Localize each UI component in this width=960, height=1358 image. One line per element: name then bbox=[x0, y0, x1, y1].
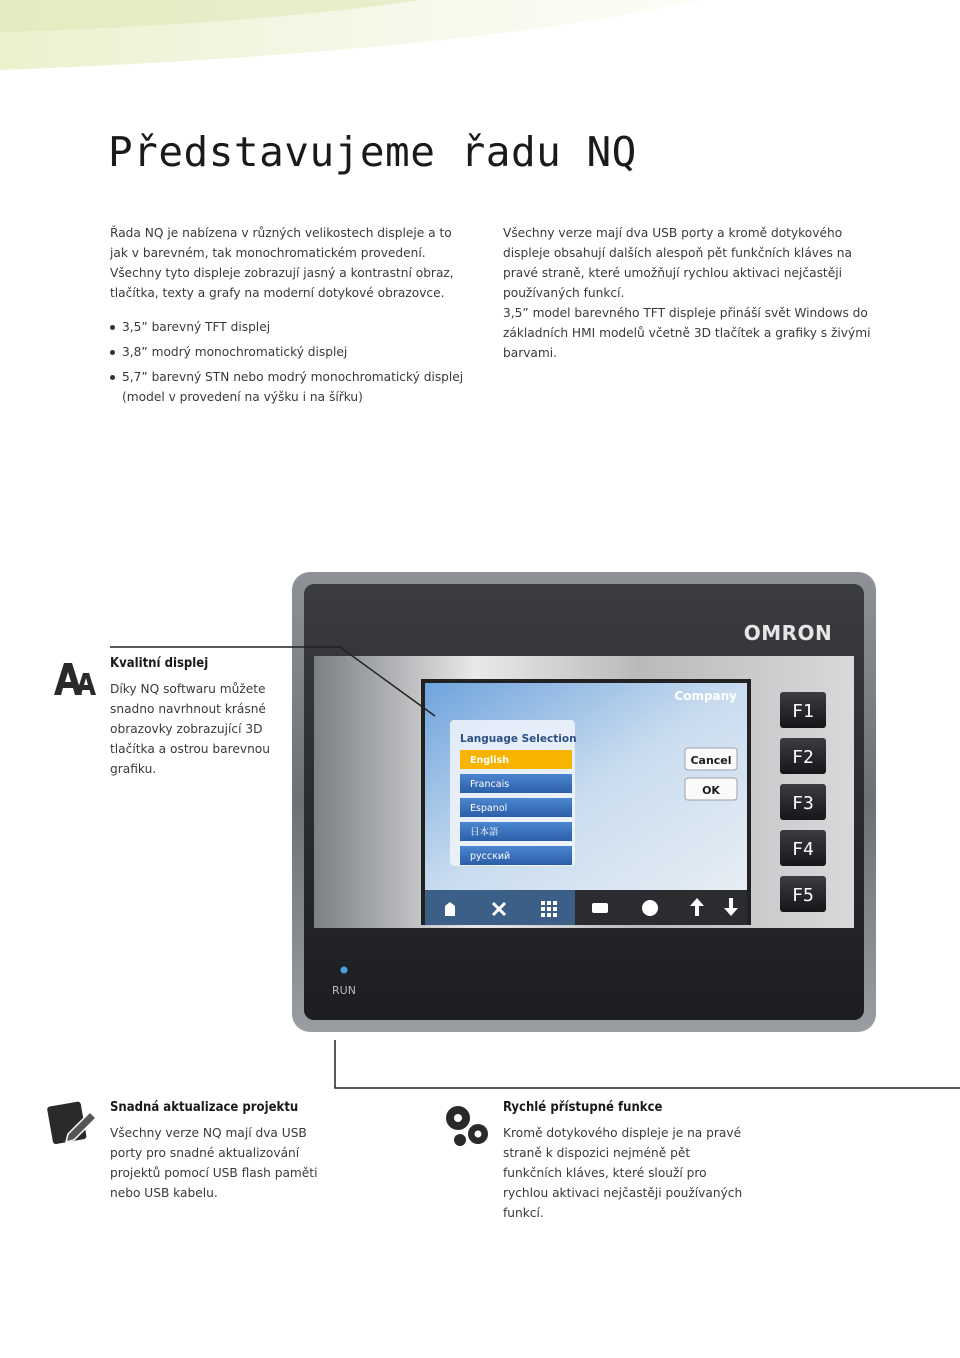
display-size-list bbox=[110, 317, 470, 407]
run-led bbox=[341, 967, 348, 974]
menu-title: Language Selection bbox=[460, 733, 577, 745]
feature-heading: Rychlé přístupné funkce bbox=[503, 1100, 663, 1115]
cancel-label: Cancel bbox=[690, 754, 732, 767]
function-key-label: F4 bbox=[792, 839, 814, 860]
run-label: RUN bbox=[332, 984, 356, 997]
feature-update bbox=[110, 1100, 340, 1203]
function-key-label: F1 bbox=[792, 701, 814, 722]
gears-icon bbox=[440, 1100, 492, 1150]
language-option-label: русский bbox=[470, 851, 511, 862]
language-option-label: Espanol bbox=[470, 803, 508, 814]
page-title: Představujeme řadu NQ bbox=[108, 128, 637, 176]
feature-quick-access bbox=[503, 1100, 743, 1223]
feature-heading: Snadná aktualizace projektu bbox=[110, 1100, 299, 1115]
feature-display bbox=[110, 656, 280, 779]
language-option-label: Francais bbox=[470, 779, 510, 790]
feature-body: Díky NQ softwaru můžete snadno navrhnout krásné obrazovky zobrazující 3D tlačítka a ostrou barevnou grafiku. bbox=[110, 682, 270, 776]
pencil-document-icon bbox=[46, 1100, 98, 1150]
language-option-label: English bbox=[470, 755, 509, 766]
feature-body: Kromě dotykového displeje je na pravé straně k dispozici nejméně pět funkčních kláves, které slouží pro rychlou aktivaci nejčastěji používaných funkcí. bbox=[503, 1126, 743, 1220]
feature-heading: Kvalitní displej bbox=[110, 656, 209, 671]
ok-label: OK bbox=[702, 784, 720, 797]
info-icon[interactable] bbox=[642, 900, 658, 916]
language-option-label: 日本語 bbox=[470, 827, 499, 838]
function-key-label: F3 bbox=[792, 793, 814, 814]
intro-paragraph: Řada NQ je nabízena v různých velikostech displeje a to jak v barevném, tak monochromatickém provedení. Všechny tyto displeje zobrazují jasný a kontrastní obraz, tlačítka, texty a grafy na moderní dotykové obrazovce. bbox=[110, 226, 454, 300]
list-item: 3,5” barevný TFT displej bbox=[110, 317, 470, 337]
header-swoosh bbox=[0, 0, 960, 110]
font-size-icon bbox=[52, 655, 100, 703]
list-item: 3,8” modrý monochromatický displej bbox=[110, 342, 470, 362]
feature-body: Všechny verze NQ mají dva USB porty pro snadné aktualizování projektů pomocí USB flash paměti nebo USB kabelu. bbox=[110, 1126, 318, 1200]
windows-paragraph: 3,5” model barevného TFT displeje přináší svět Windows do základních HMI modelů včetně 3D tlačítek a grafiky s živými barvami. bbox=[503, 306, 871, 360]
function-key-label: F5 bbox=[792, 885, 814, 906]
grid-icon[interactable] bbox=[541, 901, 557, 917]
function-key-label: F2 bbox=[792, 747, 814, 768]
list-item: 5,7” barevný STN nebo modrý monochromatický displej (model v provedení na výšku i na šířku) bbox=[110, 367, 470, 407]
usb-paragraph: Všechny verze mají dva USB porty a kromě dotykového displeje obsahují dalších alespoň pět funkčních kláves na pravé straně, které umožňují rychlou aktivaci nejčastěji používaných funkcí. bbox=[503, 226, 852, 300]
intro-right-column bbox=[503, 223, 873, 363]
brand-logo: OMRON bbox=[743, 621, 833, 645]
intro-left-column bbox=[110, 223, 470, 412]
nq-hmi-device bbox=[290, 570, 878, 1034]
screen-header: Company bbox=[674, 689, 737, 703]
function-keys bbox=[780, 692, 826, 912]
keyboard-icon[interactable] bbox=[592, 903, 608, 913]
